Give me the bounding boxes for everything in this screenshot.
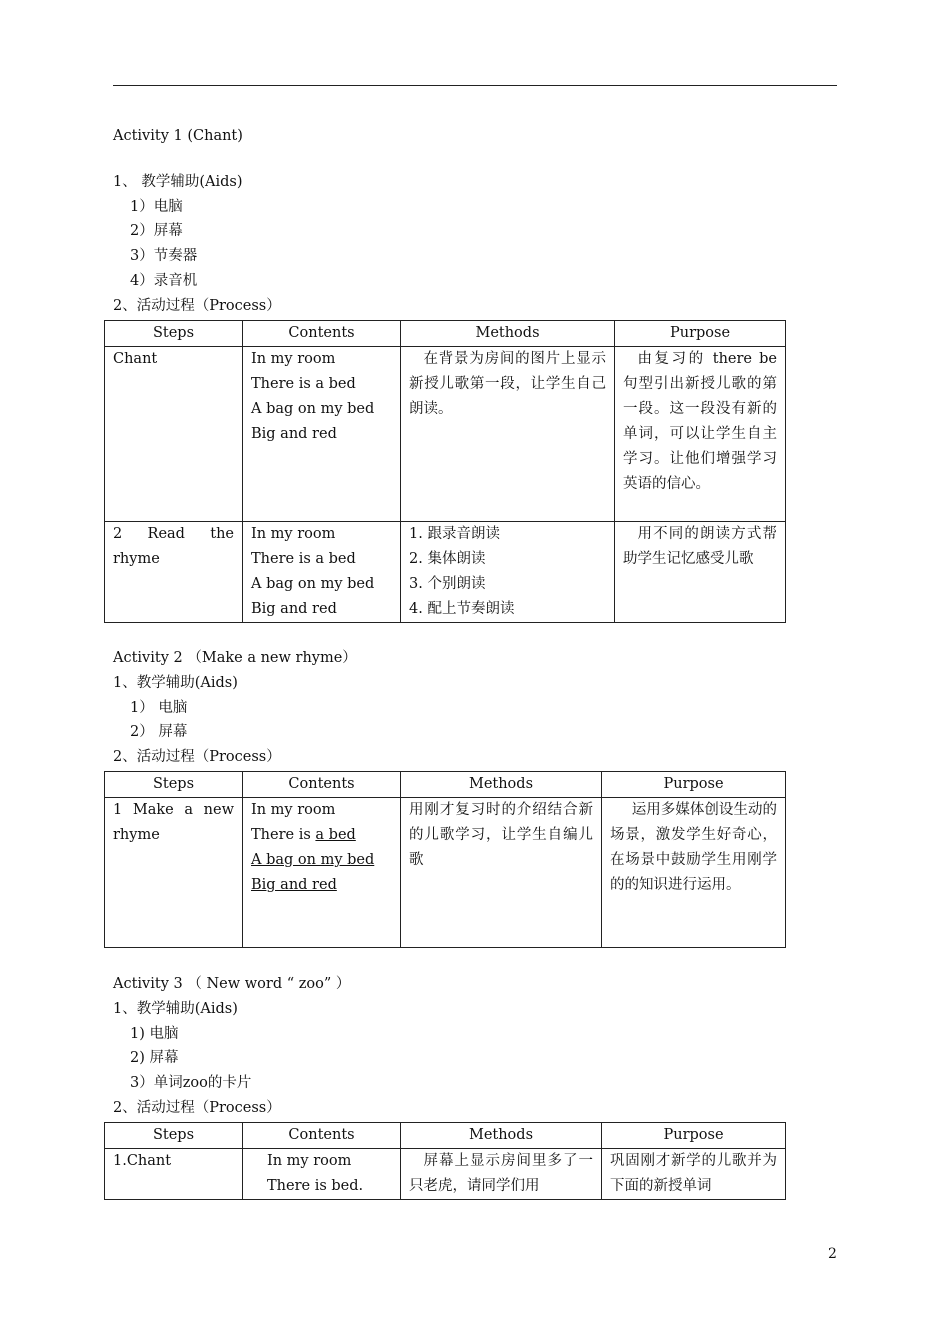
activity1-aid-item: 1）电脑 [130, 199, 183, 215]
table-row [105, 347, 786, 522]
header-steps: Steps [105, 772, 243, 798]
header-purpose: Purpose [602, 772, 786, 798]
activity1-aid-item: 2）屏幕 [130, 223, 183, 239]
header-contents: Contents [243, 772, 401, 798]
contents-line: In my room [251, 351, 336, 367]
header-contents: Contents [243, 1123, 401, 1149]
activity1-aids-heading: 1、 教学辅助(Aids) [113, 174, 243, 190]
activity1-aid-item: 4）录音机 [130, 273, 198, 289]
methods-item: 1. 跟录音朗读 [409, 526, 500, 542]
activity2-process-heading: 2、活动过程（Process） [113, 749, 281, 765]
contents-line: There is a bed [251, 376, 356, 392]
activity3-title: Activity 3 （ New word “ zoo” ） [113, 976, 351, 992]
activity3-process-heading: 2、活动过程（Process） [113, 1100, 281, 1116]
activity3-table [104, 1122, 786, 1200]
contents-line [251, 823, 392, 848]
header-methods: Methods [401, 1123, 602, 1149]
contents-cell [243, 1149, 401, 1200]
activity3-aids-heading: 1、教学辅助(Aids) [113, 1001, 238, 1017]
activity3-aid-item: 3）单词zoo的卡片 [130, 1075, 252, 1091]
activity1-process-heading: 2、活动过程（Process） [113, 298, 281, 314]
step-cell: 2 Read the rhyme [105, 522, 243, 623]
contents-line: A bag on my bed [251, 576, 375, 592]
table-header-row [105, 772, 786, 798]
contents-line: In my room [267, 1153, 352, 1169]
contents-cell [243, 798, 401, 948]
purpose-cell: 运用多媒体创设生动的场景，激发学生好奇心，在场景中鼓励学生用刚学的的知识进行运用。 [602, 798, 786, 948]
contents-cell [243, 347, 401, 522]
purpose-cell: 由复习的 there be 句型引出新授儿歌的第一段。这一段没有新的单词，可以让学生自主学习。让他们增强学习英语的信心。 [615, 347, 786, 522]
activity3-aid-item: 1) 电脑 [130, 1026, 179, 1042]
contents-line: There is bed. [267, 1178, 364, 1194]
step-cell: Chant [105, 347, 243, 522]
table-header-row [105, 1123, 786, 1149]
purpose-cell: 用不同的朗读方式帮助学生记忆感受儿歌 [615, 522, 786, 623]
step-cell: 1 Make a new rhyme [105, 798, 243, 948]
purpose-cell: 巩固刚才新学的儿歌并为下面的新授单词 [602, 1149, 786, 1200]
header-methods: Methods [401, 321, 615, 347]
contents-cell [243, 522, 401, 623]
header-steps: Steps [105, 1123, 243, 1149]
table-row [105, 522, 786, 623]
header-purpose: Purpose [602, 1123, 786, 1149]
activity2-aids-heading: 1、教学辅助(Aids) [113, 675, 238, 691]
methods-cell [401, 522, 615, 623]
methods-item: 2. 集体朗读 [409, 551, 486, 567]
contents-line: In my room [251, 802, 336, 818]
table-row [105, 798, 786, 948]
contents-text: There is [251, 827, 316, 843]
contents-line: Big and red [251, 426, 337, 442]
methods-item: 4. 配上节奏朗读 [409, 601, 515, 617]
activity2-title: Activity 2 （Make a new rhyme） [113, 650, 357, 666]
contents-line: A bag on my bed [251, 401, 375, 417]
header-methods: Methods [401, 772, 602, 798]
methods-cell: 用刚才复习时的介绍结合新的儿歌学习，让学生自编儿歌 [401, 798, 602, 948]
header-purpose: Purpose [615, 321, 786, 347]
contents-line: In my room [251, 526, 336, 542]
contents-line: There is a bed [251, 551, 356, 567]
page-number: 2 [828, 1246, 837, 1262]
contents-underlined: a bed [315, 827, 356, 843]
activity2-aid-item: 1） 电脑 [130, 700, 188, 716]
activity3-aid-item: 2) 屏幕 [130, 1050, 179, 1066]
methods-cell: 屏幕上显示房间里多了一只老虎，请同学们用 [401, 1149, 602, 1200]
contents-line: Big and red [251, 601, 337, 617]
methods-cell: 在背景为房间的图片上显示新授儿歌第一段，让学生自己朗读。 [401, 347, 615, 522]
step-cell: 1.Chant [105, 1149, 243, 1200]
activity1-table [104, 320, 786, 623]
header-steps: Steps [105, 321, 243, 347]
activity2-aid-item: 2） 屏幕 [130, 724, 188, 740]
methods-item: 3. 个别朗读 [409, 576, 486, 592]
table-header-row [105, 321, 786, 347]
table-row [105, 1149, 786, 1200]
activity2-table [104, 771, 786, 948]
contents-underlined: A bag on my bed [251, 852, 375, 868]
contents-underlined: Big and red [251, 877, 337, 893]
activity1-aid-item: 3）节奏器 [130, 248, 198, 264]
header-contents: Contents [243, 321, 401, 347]
activity1-title: Activity 1 (Chant) [113, 128, 243, 144]
header-rule [113, 85, 837, 86]
